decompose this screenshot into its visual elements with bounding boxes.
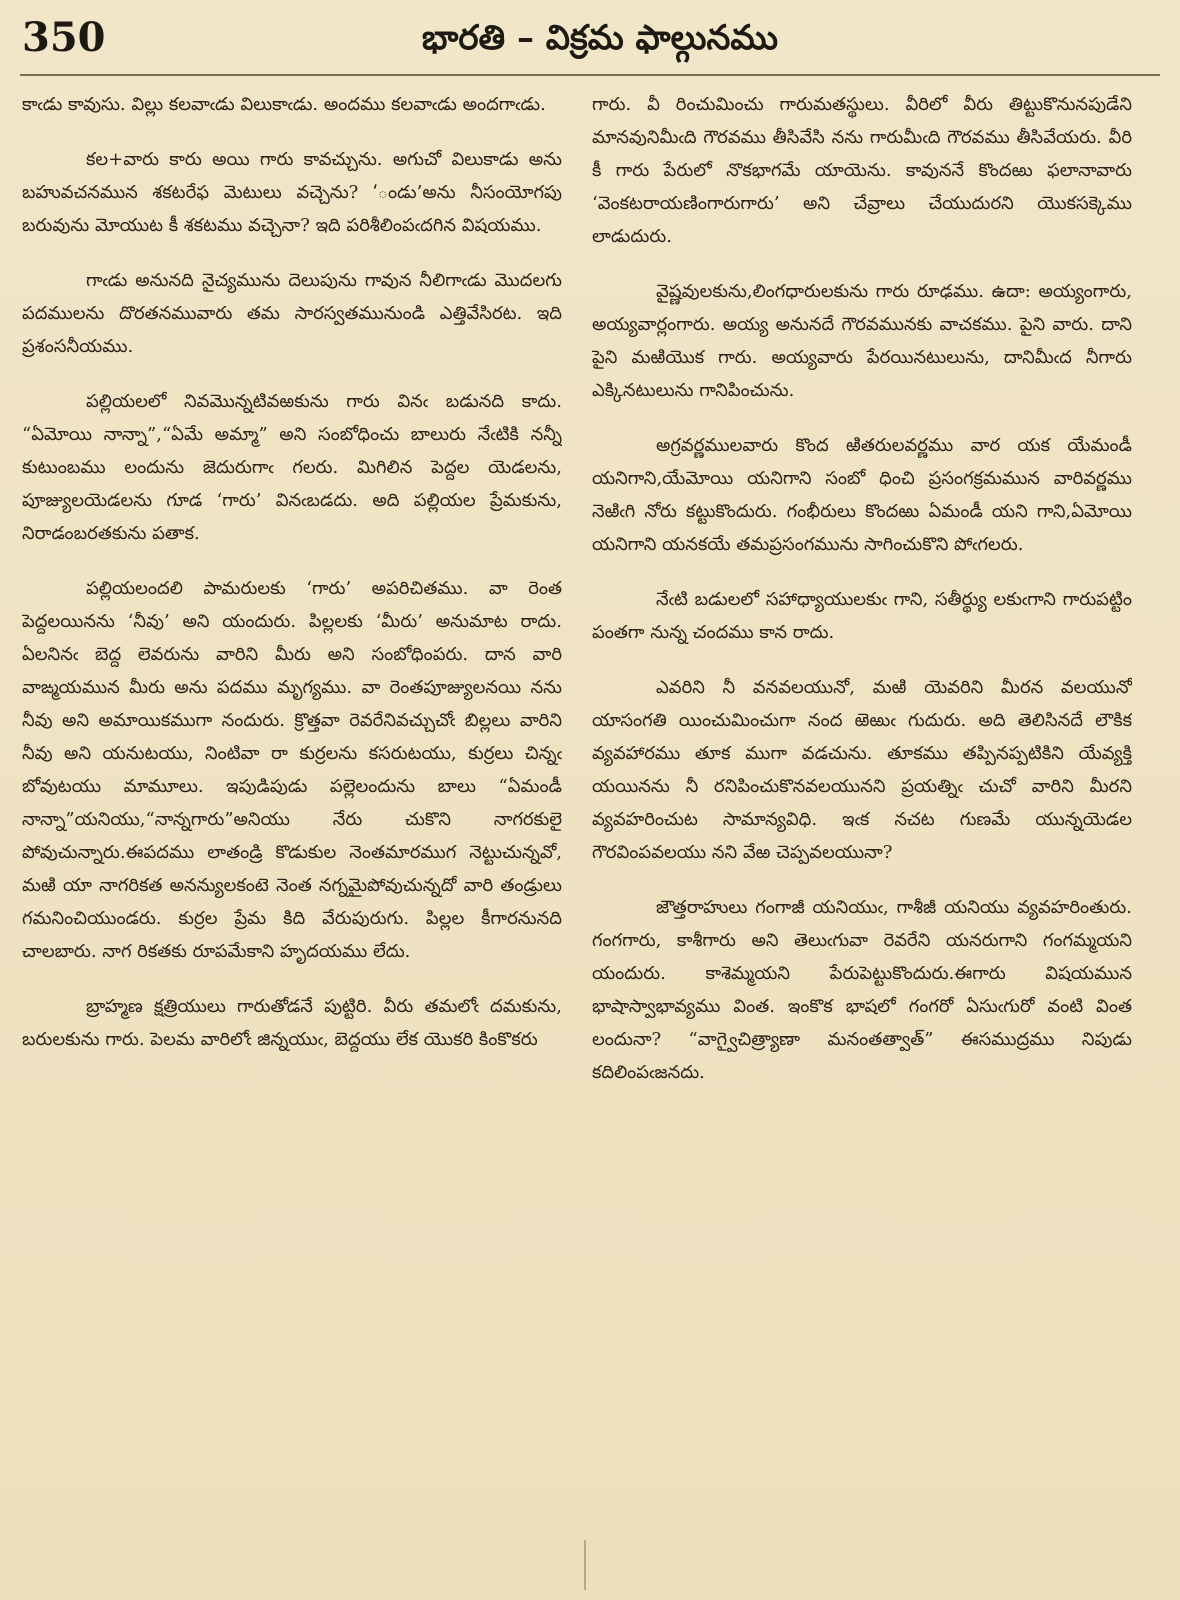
right-column [592, 88, 1132, 1588]
paragraph: పల్లియలలో నివమొన్నటివఱకును గారు వినఁ బడునది కాదు. “ఏమోయి నాన్నా”,“ఏమే అమ్మా” అని సంబోధించు బాలురు నేఁటికి నన్నీ కుటుంబము లందును జెదురుగాఁ గలరు. మిగిలిన పెద్దల యెడలను, పూజ్యులయెడలను గూడ ‘గారు’ వినఁబడదు. అది పల్లియల ప్రేమకును, నిరాడంబరతకును పతాక. [22, 391, 562, 544]
paragraph: కాఁడు కావుసు. విల్లు కలవాఁడు విలుకాఁడు. అందము కలవాఁడు అందగాఁడు. [22, 94, 546, 115]
running-title: భారతి – విక్రమ ఫాల్గునము [421, 18, 779, 58]
gutter-mark [584, 1540, 586, 1590]
paragraph: నేఁటి బడులలో సహాధ్యాయులకుఁ గాని, సతీర్థ్యు లకుఁగాని గారుపట్టిం పంతగా నున్న చందము కాన రాదు. [592, 589, 1132, 643]
paragraph: వైష్ణవులకును,లింగధారులకును గారు రూఢము. ఉదా: అయ్యంగారు, అయ్యవార్లంగారు. అయ్య అనునదే గౌరవమునకు వాచకము. పైని వారు. దాని పైని మఱియొక గారు. అయ్యవారు పేరయినటులును, దానిమీఁద నీగారు ఎక్కినటులును గానిపించును. [592, 281, 1132, 401]
paragraph: పల్లియలందలి పామరులకు ‘గారు’ అపరిచితము. వా రెంత పెద్దలయినను ‘నీవు’ అని యందురు. పిల్లలకు ‘మీరు’ అనుమాట రాదు. ఏలనినఁ బెద్ద లెవరును వారిని మీరు అని సంబోధింపరు. దాన వారి వాఙ్మయమున మీరు అను పదము మృగ్యము. వా రెంతపూజ్యులనయి నను నీవు అని అమాయికముగా నందురు. క్రొత్తవా రెవరేనివచ్చుచోఁ బిల్లలు వారిని నీవు అని యనుటయు, నింటివా రా కుర్రలను కసరుటయు, కుర్రలు చిన్నఁ బోవుటయు మామూలు. ఇపుడిపుడు పల్లెలందును బాలు “ఏమండీ నాన్నా”యనియు,“నాన్నగారు”అనియు నేరు చుకొని నాగరకులై పోవుచున్నారు.ఈపదము లాతండ్రి కొడుకుల నెంతమారముగ నెట్టుచున్నవో, మఱి యా నాగరికత అనన్యులకంటె నెంత నగ్నమైపోవుచున్నదో వారి తండ్రులు గమనించియుండరు. కుర్రల ప్రేమ కిది వేరుపురుగు. పిల్లల కీగారనునది చాలబారు. నాగ రికతకు రూపమేకాని హృదయము లేదు. [22, 578, 562, 962]
paragraph: ఎవరిని నీ వనవలయునో, మఱి యెవరిని మీరన వలయునో యాసంగతి యించుమించుగా నంద ఱెఱుఁ గుదురు. అది తెలిసినదే లౌకిక వ్యవహారము తూక ముగా వడచును. తూకము తప్పినప్పటికిని యేవ్యక్తి యయినను నీ రనిపించుకొనవలయునని ప్రయత్నిఁ చుచో వారిని మీరని వ్యవహరించుట సామాన్యవిధి. ఇఁక నచట గుణమే యున్నయెడల గౌరవింపవలయు నని వేఱ చెప్పవలయునా? [592, 677, 1132, 863]
left-column [22, 88, 562, 1588]
paragraph: అగ్రవర్ణములవారు కొంద ఱితరులవర్ణము వార యక యేమండీ యనిగాని,యేమోయి యనిగాని సంబో ధించి ప్రసంగక్రమమున వారివర్ణము నెఱిఁగి నోరు కట్టుకొందురు. గంభీరులు కొందఱు ఏమండీ యని గాని,ఏమోయి యనిగాని యనకయే తమప్రసంగమును సాగించుకొని పోఁగలరు. [592, 435, 1132, 555]
header-rule [20, 74, 1160, 76]
paragraph: జౌత్తరాహులు గంగాజీ యనియుఁ, గాశీజీ యనియు వ్యవహరింతురు. గంగగారు, కాశీగారు అని తెలుఁగువా రెవరేని యనరుగాని గంగమ్మయని యందురు. కాశెమ్మయని పేరుపెట్టుకొందురు.ఈగారు విషయమున భాషాస్వాభావ్యము వింత. ఇంకొక భాషలో గంగరో ఏసుఁగురో వంటి వింత లందునా? “వాగ్వైచిత్ర్యాణా మనంతత్వాత్” ఈసముద్రము నిపుడు కదిలింపఁజనదు. [592, 897, 1132, 1083]
paragraph: బ్రాహ్మణ క్షత్రియులు గారుతోడనే పుట్టిరి. వీరు తమలోఁ దమకును, బరులకును గారు. పెలమ వారిలోఁ జిన్నయుఁ, బెద్దయు లేక యొకరి కింకొకరు [22, 996, 562, 1050]
paragraph: కల+వారు కారు అయి గారు కావచ్చును. అగుచో విలుకాడు అను బహువచనమున శకటరేఫ మెటులు వచ్చెను? ‘ండు’అను నీసంయోగపు బరువును మోయుట కీ శకటము వచ్చెనా? ఇది పరిశీలింపఁదగిన విషయము. [22, 149, 562, 236]
paragraph: గారు. వీ రించుమించు గారుమతస్థులు. వీరిలో వీరు తిట్టుకొనునపుడేని మానవునిమీఁది గౌరవము తీసివేసి నను గారుమీఁది గౌరవము తీసివేయరు. వీరి కీ గారు పేరులో నొకభాగమే యాయెను. కావుననే కొందఱు ఫలానావారు ‘వెంకటరాయణింగారుగారు’ అని చేవ్రాలు చేయుదురని యొకసక్కెము లాడుదురు. [592, 94, 1132, 247]
paragraph: గాఁడు అనునది నైచ్యమును దెలుపును గావున నీలిగాఁడు మొదలగు పదములను దొరతనమువారు తమ సారస్వతమునుండి ఎత్తివేసిరట. ఇది ప్రశంసనీయము. [22, 270, 562, 357]
page-number: 350 [22, 14, 106, 61]
